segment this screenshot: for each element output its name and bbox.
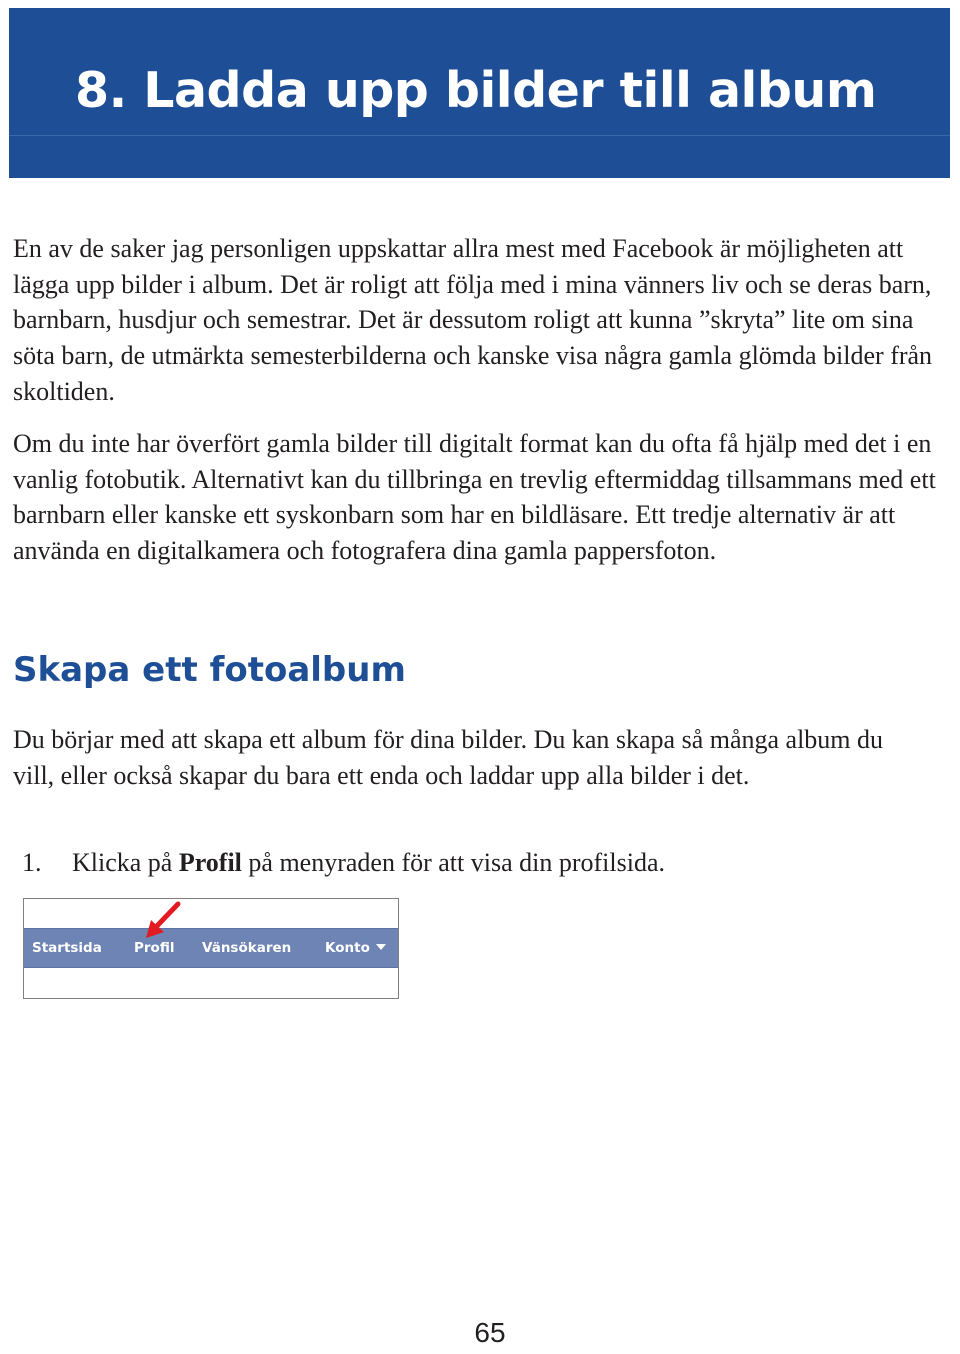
step-text-before: Klicka på [72,848,179,877]
nav-item-profil[interactable]: Profil [134,940,175,956]
banner-divider [9,135,950,136]
nav-item-vansokaren[interactable]: Vänsökaren [202,940,292,956]
nav-item-konto[interactable] [325,940,386,956]
step-bold-term: Profil [178,848,242,877]
step-1 [22,845,665,881]
facebook-nav-bar [24,928,398,968]
nav-item-konto-label: Konto [325,940,370,956]
facebook-menu-screenshot [23,898,399,999]
nav-item-startsida[interactable]: Startsida [32,940,102,956]
step-number: 1. [22,848,42,877]
chapter-banner [9,8,950,178]
dropdown-arrow-icon [376,944,386,950]
page-number: 65 [474,1317,506,1348]
red-arrow-icon [142,901,184,941]
section-heading: Skapa ett fotoalbum [13,650,406,690]
intro-paragraph-2: Om du inte har överfört gamla bilder till digitalt format kan du ofta få hjälp med det i en vanlig fotobutik. Alternativt kan du tillbringa en trevlig eftermiddag tillsammans med ett barnbarn eller kanske ett syskonbarn som har en bildläsare. Ett tredje alternativ är att använda en digitalkamera och fotografera dina gamla pappersfoton. [13,429,936,566]
step-text-after: på menyraden för att visa din profilsida. [241,848,666,877]
intro-paragraph-1: En av de saker jag personligen uppskattar allra mest med Facebook är möjligheten att lägga upp bilder i album. Det är roligt att följa med i mina vänners liv och se deras barn, barnbarn, husdjur och semestrar. Det är dessutom roligt att kunna ”skryta” lite om sina söta barn, de utmärkta semesterbilderna och kanske visa några gamla glömda bilder från skoltiden. [13,234,933,406]
section-paragraph: Du börjar med att skapa ett album för dina bilder. Du kan skapa så många album du vill, eller också skapar du bara ett enda och laddar upp alla bilder i det. [13,725,884,790]
chapter-title: 8. Ladda upp bilder till album [75,62,877,119]
